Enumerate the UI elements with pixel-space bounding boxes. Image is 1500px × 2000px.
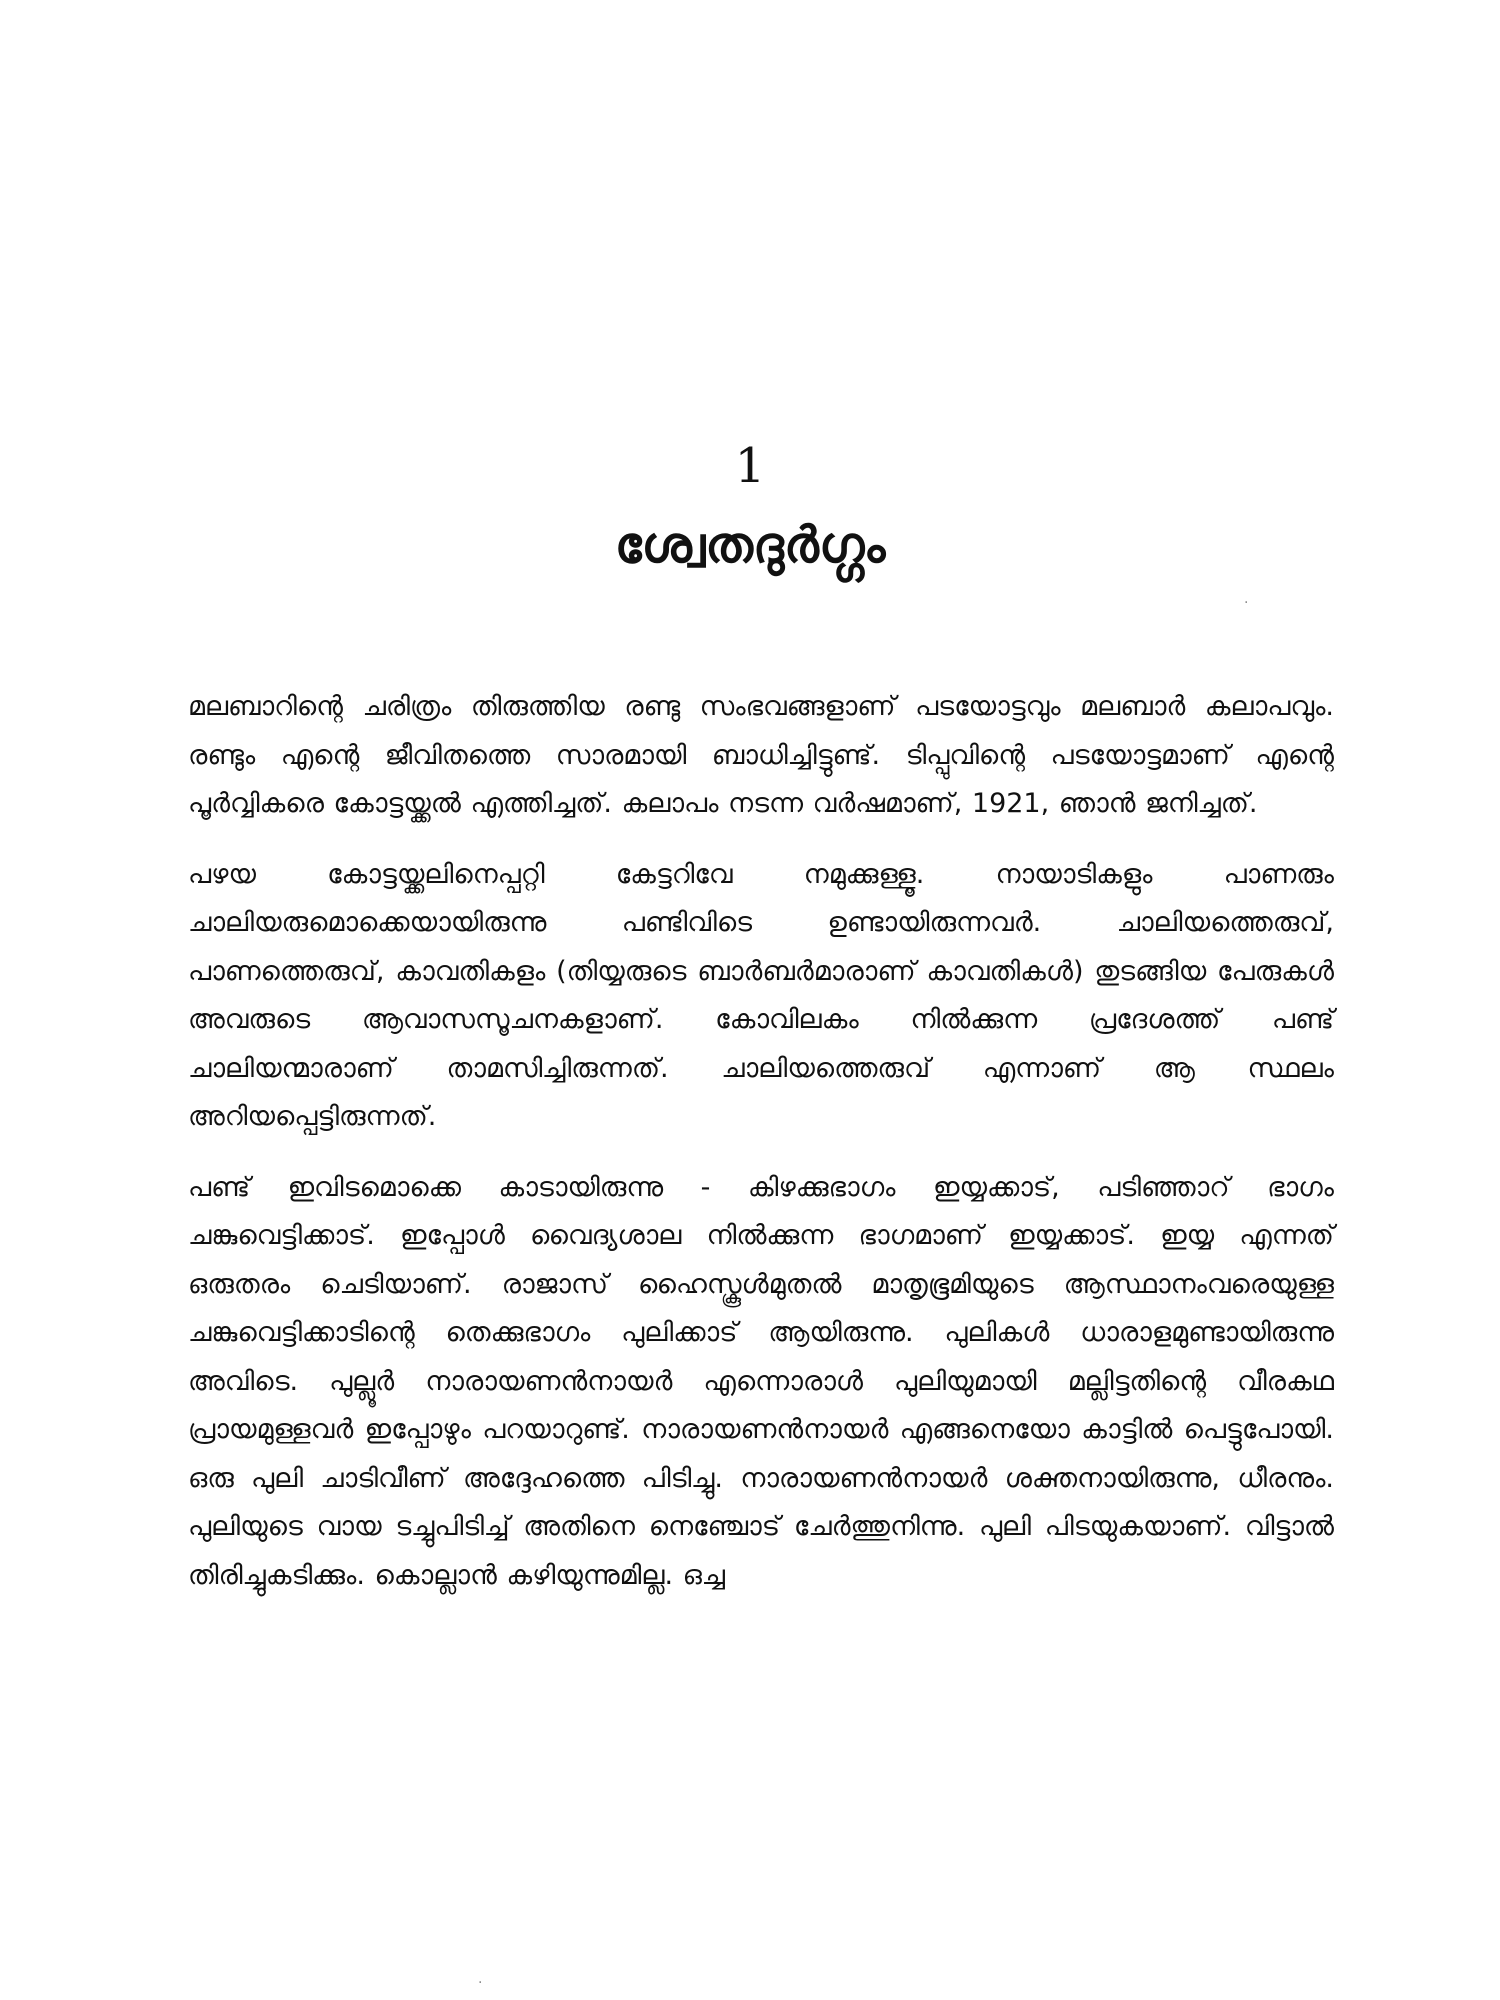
chapter-body (188, 683, 1334, 1622)
scan-speck: · (1244, 595, 1249, 611)
chapter-title: ശ്വേതദുർഗ്ഗം (614, 516, 886, 574)
chapter-number: 1 (734, 438, 766, 494)
scan-speck: · (478, 1975, 483, 1991)
paragraph: മലബാറിന്റെ ചരിത്രം തിരുത്തിയ രണ്ടു സംഭവങ്ങളാണ് പടയോട്ടവും മലബാർ കലാപവും. രണ്ടും എന്റെ ജീവിതത്തെ സാരമായി ബാധിച്ചിട്ടുണ്ട്. ടിപ്പുവിന്റെ പടയോട്ടമാണ് എന്റെ പൂർവ്വികരെ കോട്ടയ്ക്കൽ എത്തിച്ചത്. കലാപം നടന്ന വർഷമാണ്, 1921, ഞാൻ ജനിച്ചത്. (188, 691, 1334, 819)
paragraph: പണ്ട് ഇവിടമൊക്കെ കാടായിരുന്നു - കിഴക്കുഭാഗം ഇയ്യക്കാട്, പടിഞ്ഞാറ് ഭാഗം ചങ്കുവെട്ടിക്കാട്. ഇപ്പോൾ വൈദ്യശാല നിൽക്കുന്ന ഭാഗമാണ് ഇയ്യക്കാട്. ഇയ്യ എന്നത് ഒരുതരം ചെടിയാണ്. രാജാസ് ഹൈസ്കൂൾമുതൽ മാതൃഭൂമിയുടെ ആസ്ഥാനംവരെയുള്ള ചങ്കുവെട്ടിക്കാടിന്റെ തെക്കുഭാഗം പുലിക്കാട് ആയിരുന്നു. പുലികൾ ധാരാളമുണ്ടായിരുന്നു അവിടെ. പുല്ലൂർ നാരായണൻനായർ എന്നൊരാൾ പുലിയുമായി മല്ലിട്ടതിന്റെ വീരകഥ പ്രായമുള്ളവർ ഇപ്പോഴും പറയാറുണ്ട്. നാരായണൻനായർ എങ്ങനെയോ കാട്ടിൽ പെട്ടുപോയി. ഒരു പുലി ചാടിവീണ് അദ്ദേഹത്തെ പിടിച്ചു. നാരായണൻനായർ ശക്തനായിരുന്നു, ധീരനും. പുലിയുടെ വായ ടച്ചുപിടിച്ച് അതിനെ നെഞ്ചോട് ചേർത്തുനിന്നു. പുലി പിടയുകയാണ്. വിട്ടാൽ തിരിച്ചുകടിക്കും. കൊല്ലാൻ കഴിയുന്നുമില്ല. ഒച്ച (188, 1171, 1334, 1591)
paragraph: പഴയ കോട്ടയ്ക്കലിനെപ്പറ്റി കേട്ടറിവേ നമുക്കുള്ളൂ. നായാടികളും പാണരും ചാലിയരുമൊക്കെയായിരുന്നു പണ്ടിവിടെ ഉണ്ടായിരുന്നവർ. ചാലിയത്തെരുവ്, പാണത്തെരുവ്, കാവതികളം (തിയ്യരുടെ ബാർബർമാരാണ് കാവതികൾ) തുടങ്ങിയ പേരുകൾ അവരുടെ ആവാസസൂചനകളാണ്. കോവിലകം നിൽക്കുന്ന പ്രദേശത്ത് പണ്ട് ചാലിയന്മാരാണ് താമസിച്ചിരുന്നത്. ചാലിയത്തെരുവ് എന്നാണ് ആ സ്ഥലം അറിയപ്പെട്ടിരുന്നത്. (188, 858, 1334, 1132)
